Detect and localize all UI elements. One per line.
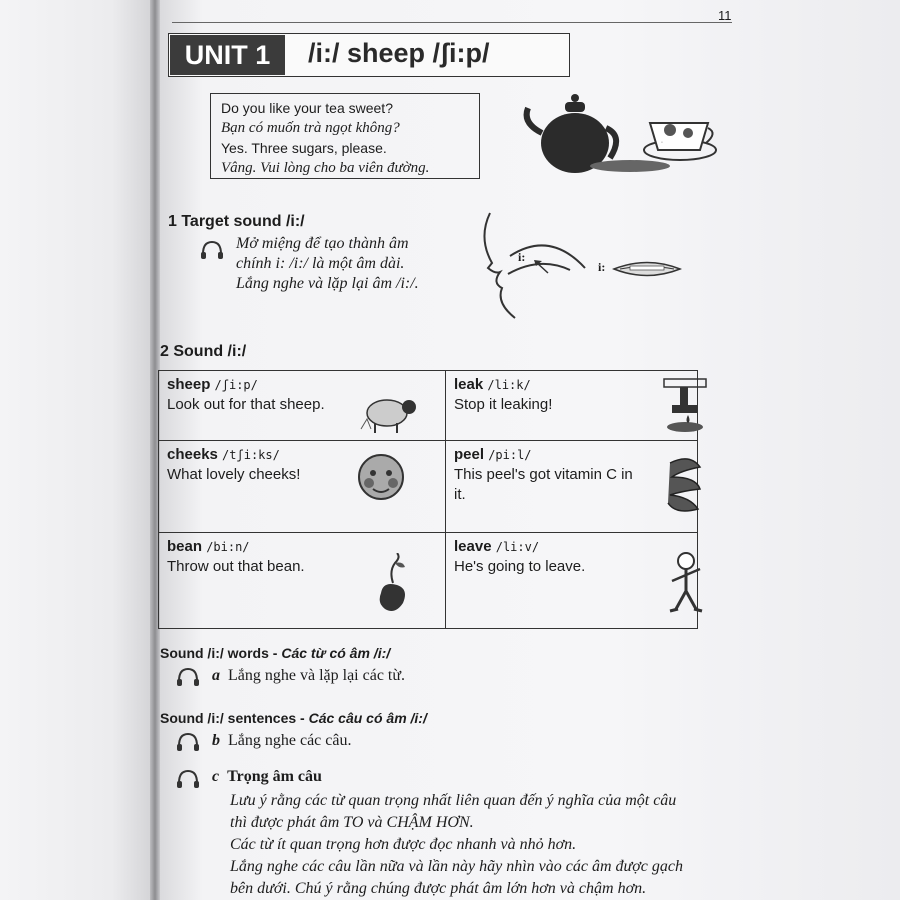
header-rule	[172, 22, 732, 23]
headphones-icon	[176, 667, 200, 687]
exercise-title: Trọng âm câu	[227, 768, 322, 785]
cell-word: cheeks	[167, 446, 218, 463]
table-row	[159, 533, 698, 629]
sound-table	[158, 370, 698, 629]
unit-title: /i:/ sheep /ʃi:p/	[308, 38, 490, 68]
bean-icon	[373, 553, 413, 617]
table-row	[159, 441, 698, 533]
exercise-letter: a	[212, 667, 220, 684]
mouth-label: i:	[598, 260, 606, 274]
dialog-line: Yes. Three sugars, please.	[221, 140, 387, 156]
cell-ipa: /ʃi:p/	[214, 378, 258, 392]
table-row	[159, 371, 698, 441]
face-cheeks-icon	[355, 451, 407, 503]
leaking-tap-icon	[658, 375, 714, 437]
background-left	[0, 0, 160, 900]
cell-sentence: Look out for that sheep.	[167, 396, 325, 413]
dialog-line-translation: Bạn có muốn trà ngọt không?	[221, 120, 400, 136]
cell-word: bean	[167, 538, 203, 555]
cell-ipa: /pi:l/	[488, 448, 532, 462]
mouth-diagram	[470, 208, 600, 328]
cell-word: sheep	[167, 376, 211, 393]
words-heading-vi: Các từ có âm /i:/	[281, 645, 391, 661]
sound-heading: 2 Sound /i:/	[160, 343, 247, 360]
words-heading-en: Sound /i:/ words -	[160, 645, 282, 661]
sound-cell	[446, 371, 698, 441]
instruction-line: Mở miệng để tạo thành âm	[236, 235, 409, 252]
orange-peel-icon	[660, 453, 708, 515]
sheep-icon	[357, 389, 421, 435]
instruction-line: chính i: /i:/ là một âm dài.	[236, 255, 405, 272]
cell-sentence: He's going to leave.	[454, 558, 586, 575]
page-number: 11	[718, 8, 732, 23]
target-sound-instructions	[236, 234, 419, 294]
cell-ipa: /bi:n/	[206, 540, 250, 554]
show-through-text: .	[660, 130, 664, 146]
cell-sentence: This peel's got vitamin C in it.	[454, 466, 633, 503]
exercise-text: Lắng nghe và lặp lại các từ.	[228, 667, 406, 684]
lips-illustration	[612, 258, 682, 280]
sentence-stress-note	[230, 790, 790, 900]
sound-cell	[159, 441, 446, 533]
dialog-line-translation: Vâng. Vui lòng cho ba viên đường.	[221, 160, 430, 176]
headphones-icon	[176, 769, 200, 789]
cell-ipa: /tʃi:ks/	[222, 448, 280, 462]
cell-ipa: /li:v/	[495, 540, 540, 554]
cell-word: leave	[454, 538, 492, 555]
sound-cell	[446, 533, 698, 629]
sound-cell	[159, 371, 446, 441]
words-heading	[160, 645, 390, 661]
cell-sentence: Stop it leaking!	[454, 396, 553, 413]
sound-cell	[159, 533, 446, 629]
note-line: thì được phát âm TO và CHẬM HƠN.	[230, 814, 474, 831]
note-line: Các từ ít quan trọng hơn được đọc nhanh và nhỏ hơn.	[230, 836, 577, 853]
target-sound-heading: 1 Target sound /i:/	[168, 213, 305, 230]
cell-sentence: What lovely cheeks!	[167, 466, 301, 483]
note-line: Lưu ý rằng các từ quan trọng nhất liên quan đến ý nghĩa của một câu	[230, 792, 677, 809]
unit-label: UNIT 1	[170, 35, 285, 75]
exercise-text: Lắng nghe các câu.	[228, 732, 352, 749]
dialog-line: Do you like your tea sweet?	[221, 100, 393, 116]
tongue-label: i:	[518, 250, 526, 264]
exercise-letter: b	[212, 732, 220, 749]
note-line: bên dưới. Chú ý rằng chúng được phát âm lớn hơn và chậm hơn.	[230, 880, 647, 897]
walking-man-icon	[664, 551, 708, 619]
cell-ipa: /li:k/	[487, 378, 531, 392]
instruction-line: Lắng nghe và lặp lại âm /i:/.	[236, 275, 419, 292]
sentences-heading-en: Sound /i:/ sentences -	[160, 710, 309, 726]
teapot-illustration	[520, 88, 720, 178]
headphones-icon	[176, 732, 200, 752]
cell-word: leak	[454, 376, 484, 393]
cell-sentence: Throw out that bean.	[167, 558, 305, 575]
cell-word: peel	[454, 446, 485, 463]
exercise-letter: c	[212, 768, 220, 785]
sentences-heading	[160, 710, 427, 726]
exercise-a	[212, 667, 405, 685]
sentences-heading-vi: Các câu có âm /i:/	[308, 710, 427, 726]
dialog-box	[210, 93, 480, 179]
sound-cell	[446, 441, 698, 533]
exercise-b	[212, 732, 351, 750]
exercise-c	[212, 768, 322, 786]
headphones-icon	[200, 240, 224, 260]
note-line: Lắng nghe các câu lần nữa và lần này hãy nhìn vào các âm được gạch	[230, 858, 683, 875]
